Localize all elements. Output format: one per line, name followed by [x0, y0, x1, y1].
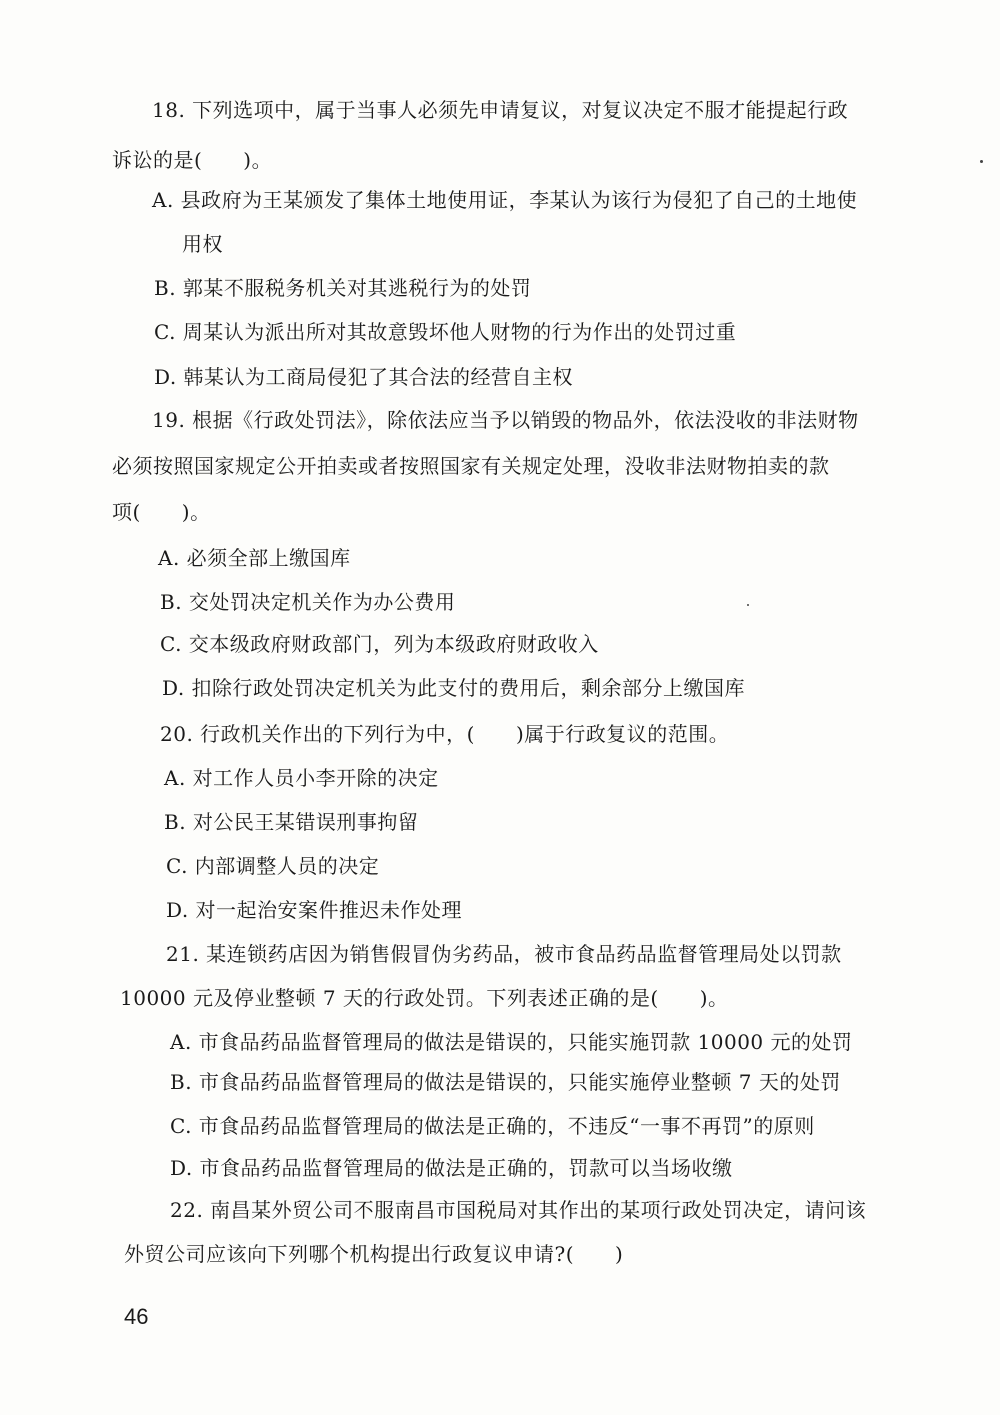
- q22-stem-line-1: 22. 南昌某外贸公司不服南昌市国税局对其作出的某项行政处罚决定，请问该: [170, 1198, 867, 1222]
- q19-stem-line-3: 项( )。: [112, 500, 211, 524]
- q21-stem-line-1: 21. 某连锁药店因为销售假冒伪劣药品，被市食品药品监督管理局处以罚款: [166, 942, 842, 966]
- q18-option-a-line-2: 用权: [182, 232, 223, 256]
- q18-option-d: D. 韩某认为工商局侵犯了其合法的经营自主权: [154, 365, 574, 389]
- q21-option-c: C. 市食品药品监督管理局的做法是正确的，不违反“一事不再罚”的原则: [170, 1114, 815, 1138]
- q20-option-d: D. 对一起治安案件推迟未作处理: [166, 898, 463, 922]
- q18-option-c: C. 周某认为派出所对其故意毁坏他人财物的行为作出的处罚过重: [154, 320, 737, 344]
- q19-option-c: C. 交本级政府财政部门，列为本级政府财政收入: [160, 632, 599, 656]
- scan-speck: [980, 160, 983, 163]
- q20-option-c: C. 内部调整人员的决定: [166, 854, 380, 878]
- q19-stem-line-2: 必须按照国家规定公开拍卖或者按照国家有关规定处理，没收非法财物拍卖的款: [112, 454, 830, 478]
- q20-option-a: A. 对工作人员小李开除的决定: [164, 766, 439, 790]
- q19-option-d: D. 扣除行政处罚决定机关为此支付的费用后，剩余部分上缴国库: [162, 676, 746, 700]
- q19-option-a: A. 必须全部上缴国库: [158, 546, 351, 570]
- page-number: 46: [124, 1304, 149, 1329]
- q20-stem-line-1: 20. 行政机关作出的下列行为中，( )属于行政复议的范围。: [160, 722, 730, 746]
- q22-stem-line-2: 外贸公司应该向下列哪个机构提出行政复议申请?( ): [124, 1242, 624, 1266]
- q18-option-a-line-1: A. 县政府为王某颁发了集体土地使用证，李某认为该行为侵犯了自己的土地使: [152, 188, 858, 212]
- q19-stem-line-1: 19. 根据《行政处罚法》，除依法应当予以销毁的物品外，依法没收的非法财物: [152, 408, 859, 432]
- q21-option-a: A. 市食品药品监督管理局的做法是错误的，只能实施罚款 10000 元的处罚: [170, 1030, 853, 1054]
- q21-option-b: B. 市食品药品监督管理局的做法是错误的，只能实施停业整顿 7 天的处罚: [170, 1070, 841, 1094]
- q19-option-b: B. 交处罚决定机关作为办公费用: [160, 590, 456, 614]
- q20-option-b: B. 对公民王某错误刑事拘留: [164, 810, 419, 834]
- q21-stem-line-2: 10000 元及停业整顿 7 天的行政处罚。下列表述正确的是( )。: [120, 986, 729, 1010]
- q18-option-b: B. 郭某不服税务机关对其逃税行为的处罚: [154, 276, 532, 300]
- scan-speck: [747, 604, 749, 606]
- q18-stem-line-1: 18. 下列选项中，属于当事人必须先申请复议，对复议决定不服才能提起行政: [152, 98, 849, 122]
- q21-option-d: D. 市食品药品监督管理局的做法是正确的，罚款可以当场收缴: [170, 1156, 733, 1180]
- q18-stem-line-2: 诉讼的是( )。: [112, 148, 273, 172]
